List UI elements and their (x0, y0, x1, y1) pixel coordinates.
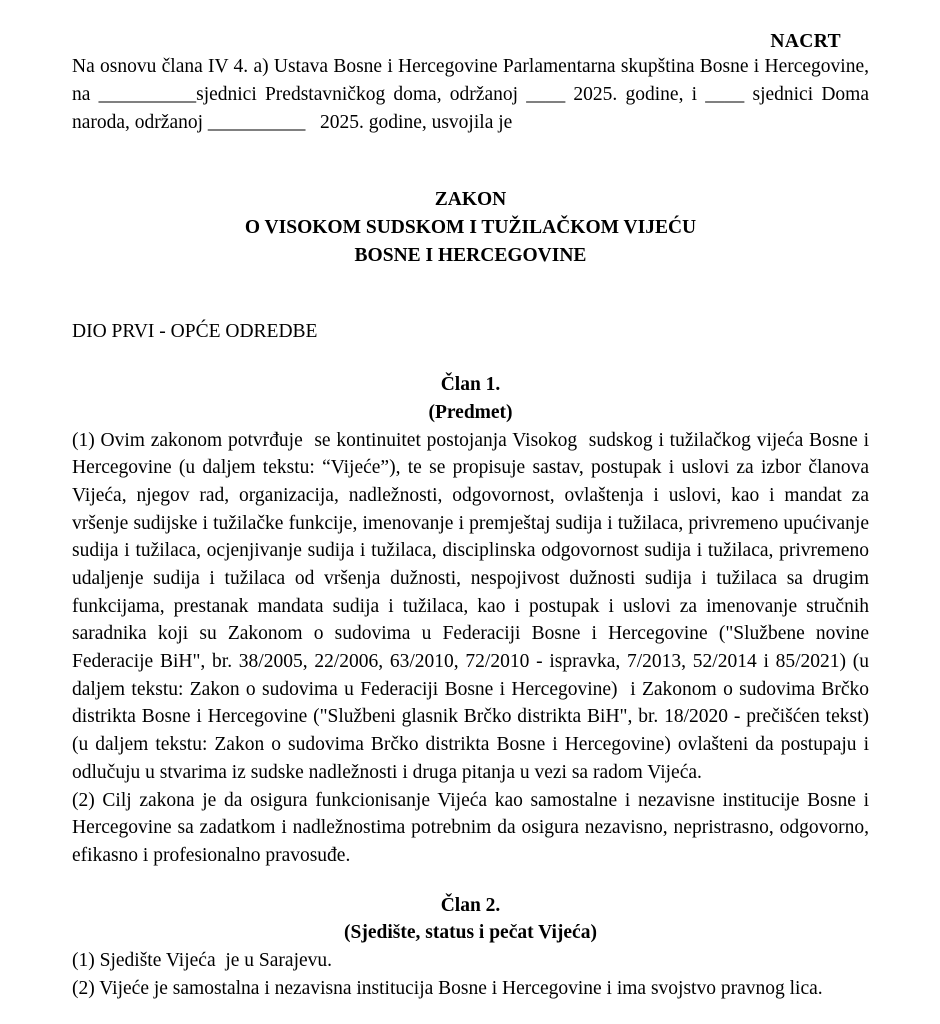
law-title-line-3: BOSNE I HERCEGOVINE (354, 244, 587, 266)
article-2-subtitle: (Sjedište, status i pečat Vijeća) (344, 922, 597, 944)
article-2-number: Član 2. (440, 894, 501, 916)
preamble-paragraph: Na osnovu člana IV 4. a) Ustava Bosne i Hercegovine Parlamentarna skupština Bosne i Hercegovine, na __________sjednici Predstavničkog doma, održanoj ____ 2025. godine, i ____ sjednici Doma naroda, održanoj __________ 2025. godine, usvojila je (72, 56, 874, 133)
article-2-paragraph-1: (1) Sjedište Vijeća je u Sarajevu. (72, 949, 333, 971)
law-title (72, 186, 869, 269)
draft-label: NACRT (770, 31, 841, 52)
article-2-paragraph-2: (2) Vijeće je samostalna i nezavisna institucija Bosne i Hercegovine i ima svojstvo pravnog lica. (72, 977, 823, 999)
article-1-paragraph-1: (1) Ovim zakonom potvrđuje se kontinuitet postojanja Visokog sudskog i tužilačkog vijeća Bosne i Hercegovine (u daljem tekstu: “Vijeće”), te se propisuje sastav, postupak i uslovi za izbor članova Vijeća, njegov rad, organizacija, nadležnosti, odgovornost, ovlaštenja i uslovi, kao i mandat za vršenje sudijske i tužilačke funkcije, imenovanje i premještaj sudija i tužilaca, privremeno upućivanje sudija i tužilaca, ocjenjivanje sudija i tužilaca, disciplinska odgovornost sudija i tužilaca, privremeno udaljenje sudija i tužilaca od vršenja dužnosti, nespojivost dužnosti sudija i tužilaca sa drugim funkcijama, prestanak mandata sudija i tužilaca, kao i postupak i uslovi za imenovanje stručnih saradnika koji su Zakonom o sudovima u Federaciji Bosne i Hercegovine ("Službene novine Federacije BiH", br. 38/2005, 22/2006, 63/2010, 72/2010 - ispravka, 7/2013, 52/2014 i 85/2021) (u daljem tekstu: Zakon o sudovima u Federaciji Bosne i Hercegovine) i Zakonom o sudovima Brčko distrikta Bosne i Hercegovine ("Službeni glasnik Brčko distrikta BiH", br. 18/2020 - prečišćen tekst) (u daljem tekstu: Zakon o sudovima Brčko distrikta Bosne i Hercegovine) ovlašteni da postupaju i odlučuju u stvarima iz sudske nadležnosti i druga pitanja u vezi sa radom Vijeća. (72, 429, 879, 783)
article-1-number: Član 1. (440, 374, 501, 396)
part-heading: DIO PRVI - OPĆE ODREDBE (72, 320, 318, 342)
article-1-subtitle: (Predmet) (428, 401, 513, 423)
law-title-line-2: O VISOKOM SUDSKOM I TUŽILAČKOM VIJEĆU (244, 217, 697, 239)
article-1-paragraph-2: (2) Cilj zakona je da osigura funkcionisanje Vijeća kao samostalne i nezavisne institucije Bosne i Hercegovine sa zadatkom i nadležnostima potrebnim da osigura nezavisno, nepristrasno, odgovorno, efikasno i profesionalno pravosuđe. (72, 789, 874, 866)
law-title-line-1: ZAKON (434, 189, 507, 211)
document-content (72, 0, 879, 1002)
